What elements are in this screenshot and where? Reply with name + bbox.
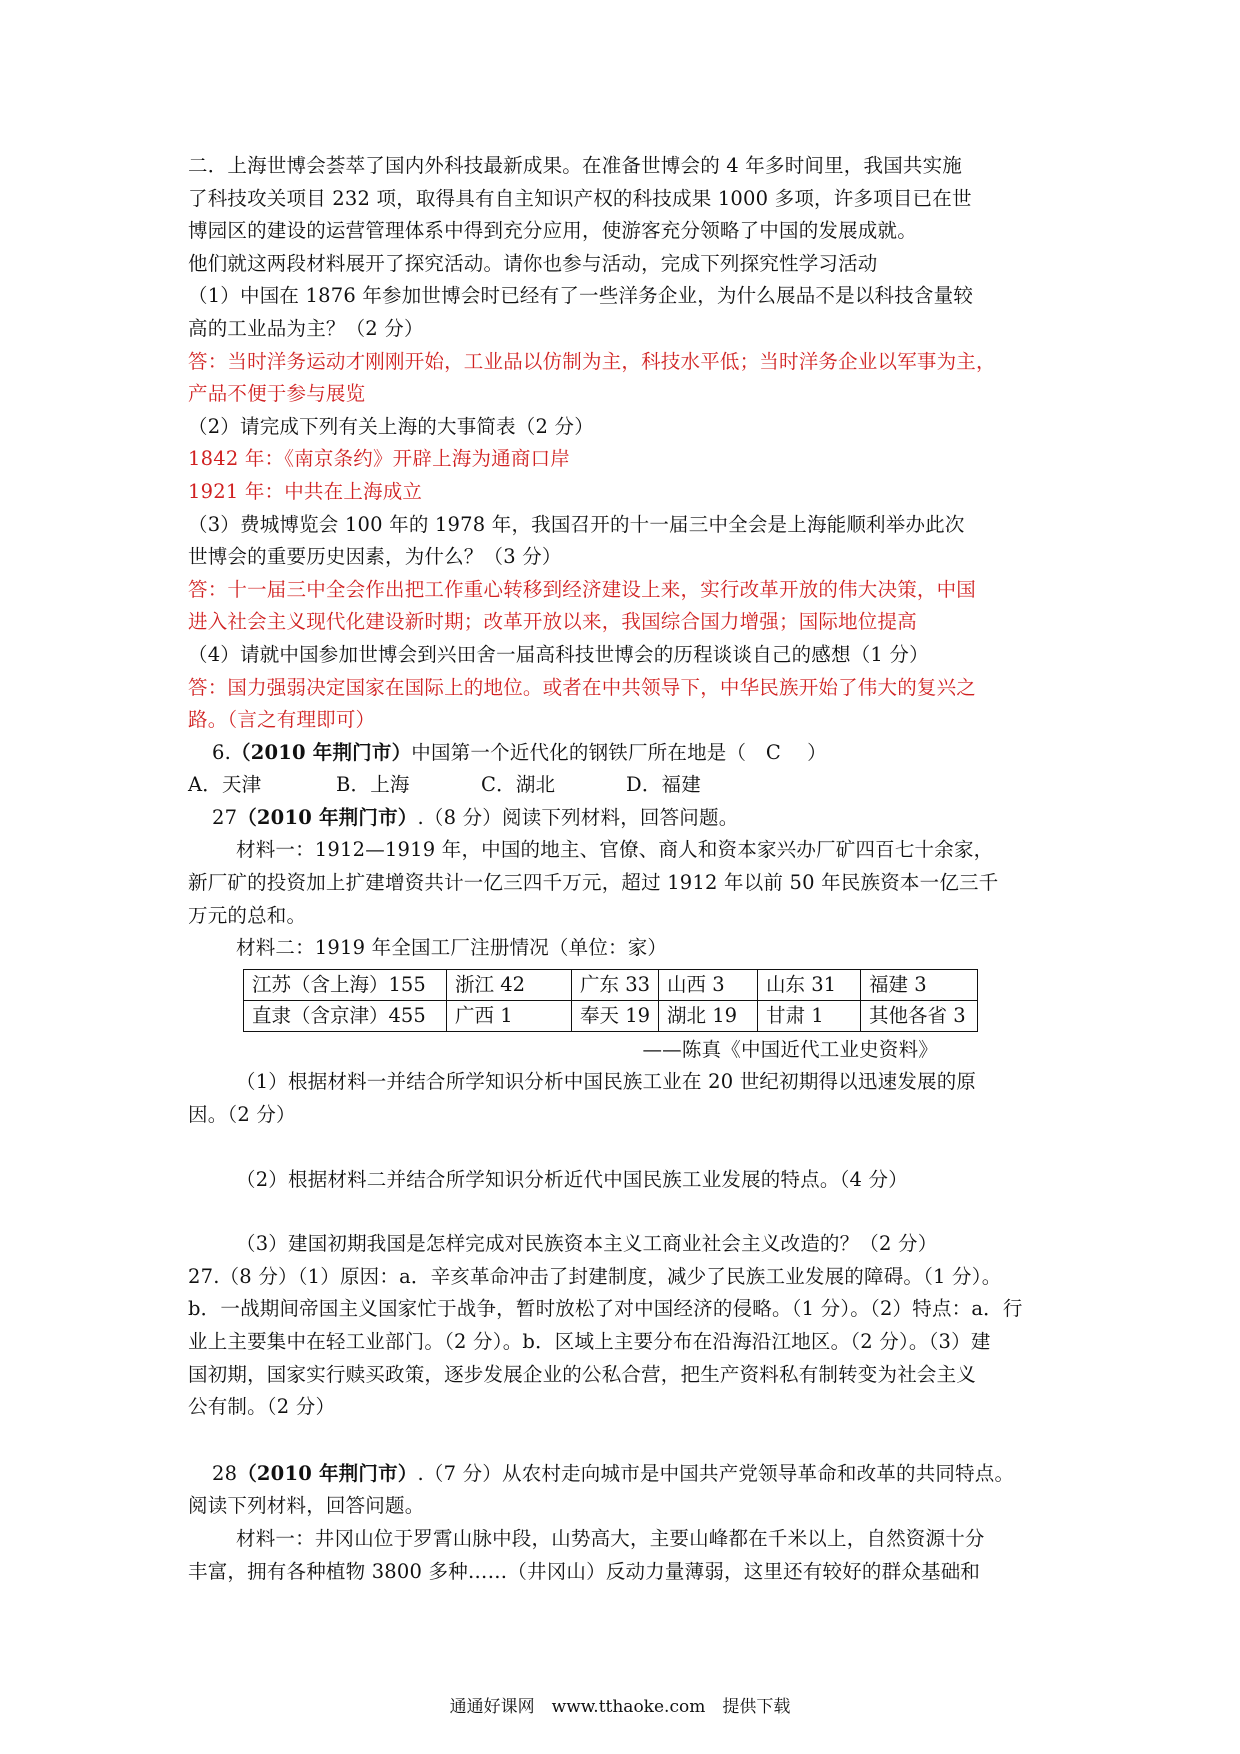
choice-list xyxy=(188,769,1068,802)
question-1: （1）中国在 1876 年参加世博会时已经有了一些洋务企业，为什么展品不是以科技含量较 xyxy=(188,284,974,308)
intro-line: 博园区的建设的运营管理体系中得到充分应用，使游客充分领略了中国的发展成就。 xyxy=(188,219,917,243)
material-1: 材料一：1912—1919 年，中国的地主、官僚、商人和资本家兴办厂矿四百七十余家， xyxy=(236,838,994,862)
question-number: 28 xyxy=(212,1461,238,1485)
material-1: 新厂矿的投资加上扩建增资共计一亿三四千万元，超过 1912 年以前 50 年民族资本一亿三千 xyxy=(188,871,999,895)
choice-c: C．湖北 xyxy=(481,773,556,797)
table-cell: 湖北 19 xyxy=(659,1000,758,1031)
page-footer: 通通好课网 www.tthaoke.com 提供下载 xyxy=(449,1697,791,1717)
answer-1: 答：当时洋务运动才刚刚开始，工业品以仿制为主，科技水平低；当时洋务企业以军事为主， xyxy=(188,349,996,373)
table-cell: 其他各省 3 xyxy=(861,1000,978,1031)
answer-4: 答：国力强弱决定国家在国际上的地位。或者在中共领导下，中华民族开始了伟大的复兴之 xyxy=(188,675,977,699)
table-cell: 江苏（含上海）155 xyxy=(244,969,447,1000)
sub-question-1: （1）根据材料一并结合所学知识分析中国民族工业在 20 世纪初期得以迅速发展的原 xyxy=(236,1070,977,1094)
choice-d: D．福建 xyxy=(626,773,701,797)
table-cell: 直隶（含京津）455 xyxy=(244,1000,447,1031)
sub-question-3: （3）建国初期我国是怎样完成对民族资本主义工商业社会主义改造的？（2 分） xyxy=(236,1232,938,1256)
document-body xyxy=(188,150,1068,1588)
answer-4: 路。（言之有理即可） xyxy=(188,708,376,732)
answer-3: 进入社会主义现代化建设新时期；改革开放以来，我国综合国力增强；国际地位提高 xyxy=(188,610,917,634)
table-cell: 甘肃 1 xyxy=(758,1000,861,1031)
question-text: .（8 分）阅读下列材料，回答问题。 xyxy=(417,805,739,829)
answer-2: 1842 年：《南京条约》开辟上海为通商口岸 xyxy=(188,447,570,471)
answer-3: 答：十一届三中全会作出把工作重心转移到经济建设上来，实行改革开放的伟大决策，中国 xyxy=(188,577,977,601)
table-source: ——陈真《中国近代工业史资料》 xyxy=(642,1037,938,1061)
material-2-title: 材料二：1919 年全国工厂注册情况（单位：家） xyxy=(236,936,668,960)
table-cell: 广西 1 xyxy=(447,1000,572,1031)
answer-27: 国初期，国家实行赎买政策，逐步发展企业的公私合营，把生产资料私有制转变为社会主义 xyxy=(188,1362,977,1386)
table-row xyxy=(244,1000,978,1031)
question-source: （2010 年荆门市） xyxy=(237,805,418,829)
answer-27: b．一战期间帝国主义国家忙于战争，暂时放松了对中国经济的侵略。（1 分）。（2）特点：a．行 xyxy=(188,1297,1023,1321)
table-cell: 山西 3 xyxy=(659,969,758,1000)
question-4: （4）请就中国参加世博会到兴田舍一届高科技世博会的历程谈谈自己的感想（1 分） xyxy=(188,642,929,666)
intro-line: 了科技攻关项目 232 项，取得具有自主知识产权的科技成果 1000 多项，许多项目已在世 xyxy=(188,186,972,210)
answer-27: 27.（8 分）（1）原因：a．辛亥革命冲击了封建制度，减少了民族工业发展的障碍。（1 分）。 xyxy=(188,1264,1002,1288)
material-1: 材料一：井冈山位于罗霄山脉中段，山势高大，主要山峰都在千米以上，自然资源十分 xyxy=(236,1526,985,1550)
question-28 xyxy=(188,1458,1068,1491)
question-1: 高的工业品为主？（2 分） xyxy=(188,316,424,340)
factory-registration-table xyxy=(243,969,978,1032)
question-3: 世博会的重要历史因素，为什么？（3 分） xyxy=(188,545,562,569)
question-source: （2010 年荆门市） xyxy=(237,1461,418,1485)
question-source: （2010 年荆门市） xyxy=(231,740,412,764)
question-2: （2）请完成下列有关上海的大事简表（2 分） xyxy=(188,414,594,438)
question-6 xyxy=(188,737,1068,770)
table-row xyxy=(244,969,978,1000)
answer-27: 业上主要集中在轻工业部门。（2 分）。b．区域上主要分布在沿海沿江地区。（2 分）。（3）建 xyxy=(188,1330,991,1353)
question-text: 中国第一个近代化的钢铁厂所在地是（ C ） xyxy=(411,740,827,764)
table-cell: 广东 33 xyxy=(572,969,659,1000)
table-cell: 奉天 19 xyxy=(572,1000,659,1031)
material-1: 万元的总和。 xyxy=(188,903,307,927)
question-number: 27 xyxy=(212,805,238,829)
answer-2: 1921 年：中共在上海成立 xyxy=(188,479,423,503)
choice-a: A．天津 xyxy=(188,773,262,797)
question-27 xyxy=(188,802,1068,835)
question-28: 阅读下列材料，回答问题。 xyxy=(188,1494,425,1518)
question-text: .（7 分）从农村走向城市是中国共产党领导革命和改革的共同特点。 xyxy=(417,1461,1015,1485)
sub-question-2: （2）根据材料二并结合所学知识分析近代中国民族工业发展的特点。（4 分） xyxy=(236,1167,908,1191)
question-3: （3）费城博览会 100 年的 1978 年，我国召开的十一届三中全会是上海能顺利举办此次 xyxy=(188,512,965,536)
intro-line: 他们就这两段材料展开了探究活动。请你也参与活动，完成下列探究性学习活动 xyxy=(188,251,878,275)
choice-b: B．上海 xyxy=(336,773,410,797)
table-cell: 浙江 42 xyxy=(447,969,572,1000)
answer-27: 公有制。（2 分） xyxy=(188,1395,336,1419)
table-cell: 福建 3 xyxy=(861,969,978,1000)
material-1: 丰富，拥有各种植物 3800 多种……（井冈山）反动力量薄弱，这里还有较好的群众基础和 xyxy=(188,1559,981,1583)
intro-line: 二．上海世博会荟萃了国内外科技最新成果。在准备世博会的 4 年多时间里，我国共实施 xyxy=(188,154,963,177)
sub-question-1: 因。（2 分） xyxy=(188,1103,296,1127)
answer-1: 产品不便于参与展览 xyxy=(188,382,366,406)
question-number: 6. xyxy=(212,740,232,764)
table-cell: 山东 31 xyxy=(758,969,861,1000)
